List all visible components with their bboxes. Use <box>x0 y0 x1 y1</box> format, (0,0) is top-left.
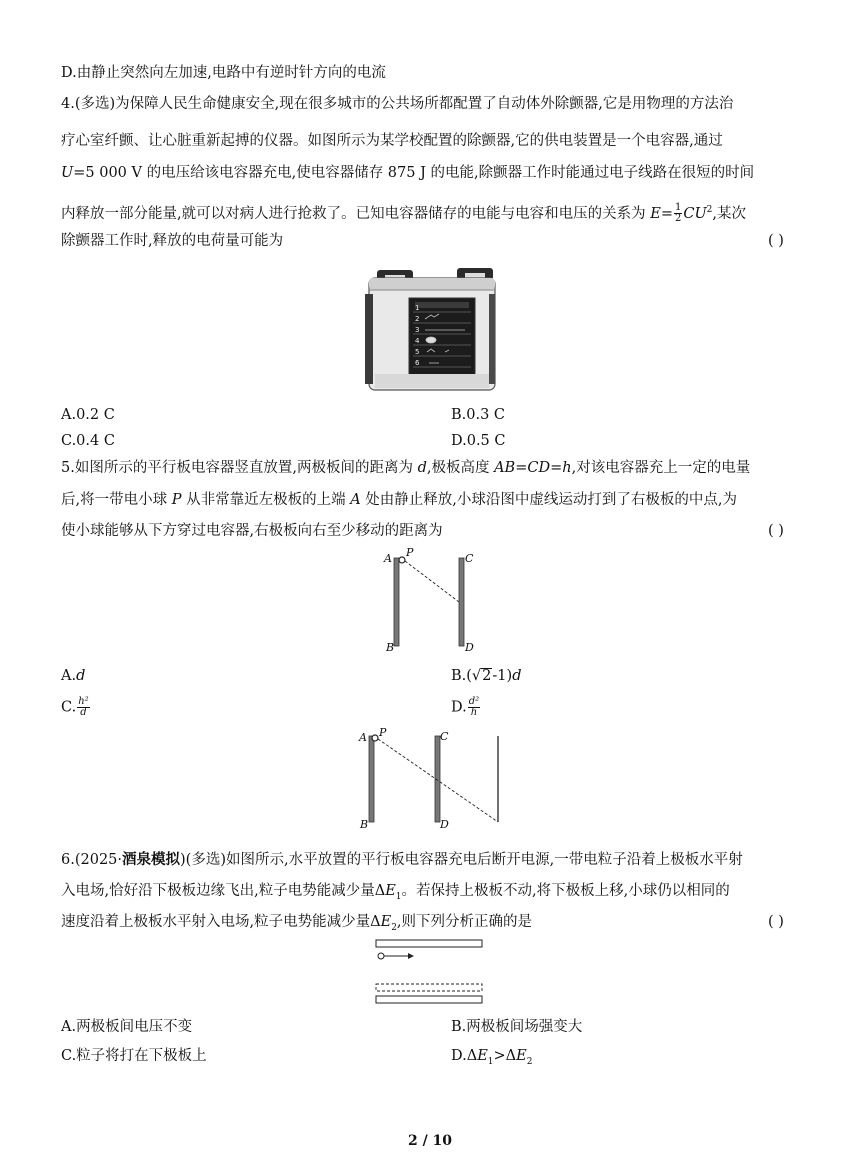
q5-opt-d-num: d² <box>468 696 480 707</box>
q5-answer-bracket: ( ) <box>768 523 784 539</box>
q5-option-b[interactable] <box>451 666 522 686</box>
q5-line-2-a: 后,将一带电小球 <box>61 492 172 508</box>
row-label-3: 3 <box>415 326 420 334</box>
q5-option-a[interactable] <box>61 666 85 686</box>
sub-2: 2 <box>391 922 397 933</box>
row-label-6: 6 <box>415 359 420 367</box>
q6-line-2 <box>61 881 730 907</box>
q6-line-3-b: ,则下列分析正确的是 <box>396 914 533 930</box>
q6-opt-d-s2: 2 <box>526 1056 533 1067</box>
label-a-2: A <box>359 731 367 744</box>
q5-option-d[interactable] <box>451 697 481 718</box>
q5-opt-a-var: d <box>76 668 86 684</box>
q6-line-1-a: 6.(2025· <box>61 852 123 868</box>
q5-line-2 <box>61 490 737 510</box>
var-e2: E <box>380 914 392 930</box>
label-d: D <box>465 641 474 654</box>
formula-exp: 2 <box>706 205 713 215</box>
fraction-num: 1 <box>674 202 682 214</box>
capacitor-figure-1 <box>375 548 485 656</box>
var-ab: AB <box>494 460 516 476</box>
var-p: P <box>171 492 182 508</box>
q6-opt-d-s1: 1 <box>487 1056 494 1067</box>
horizontal-capacitor-figure <box>372 936 488 1008</box>
q5-opt-c-fraction <box>77 697 89 718</box>
q6-option-a[interactable]: A.两极板间电压不变 <box>61 1019 193 1035</box>
label-b: B <box>386 641 395 654</box>
row-label-1: 1 <box>415 304 420 312</box>
q5-option-c[interactable] <box>61 697 91 718</box>
var-cd: CD <box>527 460 551 476</box>
q6-opt-d-e2: E <box>516 1048 527 1064</box>
page-number: 2 / 10 <box>407 1133 453 1149</box>
label-p-2: P <box>379 728 387 739</box>
q5-opt-c-den: d <box>80 707 87 718</box>
q4-option-a[interactable]: A.0.2 C <box>61 407 115 423</box>
var-h: h <box>562 460 572 476</box>
q6-line-1 <box>61 850 743 870</box>
q6-line-3 <box>61 912 532 938</box>
q5-line-1-c: ,对该电容器充上一定的电量 <box>571 460 751 476</box>
q4-option-c[interactable]: C.0.4 C <box>61 433 115 449</box>
capacitor-figure-2 <box>355 728 515 832</box>
row-label-2: 2 <box>415 315 420 323</box>
row-label-4: 4 <box>415 337 420 345</box>
q4-line-3-text: =5 000 V 的电压给该电容器充电,使电容器储存 875 J 的电能,除颤器工作时能通过电子线路在很短的时间 <box>73 165 755 181</box>
eq1: = <box>515 460 528 476</box>
label-c: C <box>465 552 474 565</box>
var-u: U <box>61 165 74 181</box>
formula-eq: = <box>660 205 673 222</box>
q6-option-c[interactable]: C.粒子将打在下极板上 <box>61 1048 207 1064</box>
q6-opt-d-gt: >Δ <box>493 1048 517 1064</box>
q5-opt-c-prefix: C. <box>61 699 77 716</box>
q4-option-b[interactable]: B.0.3 C <box>451 407 506 423</box>
q4-line-4-text: 内释放一部分能量,就可以对病人进行抢救了。已知电容器储存的电能与电容和电压的关系为 <box>61 205 651 222</box>
q6-option-b[interactable]: B.两极板间场强变大 <box>451 1019 583 1035</box>
formula-e: E <box>650 205 661 222</box>
q5-opt-b-prefix: B.( <box>451 668 472 684</box>
q3-option-d: D.由静止突然向左加速,电路中有逆时针方向的电流 <box>61 65 386 81</box>
q5-line-3: 使小球能够从下方穿过电容器,右极板向右至少移动的距离为 <box>61 523 443 539</box>
q5-opt-a-prefix: A. <box>61 668 77 684</box>
q6-line-1-b: )(多选)如图所示,水平放置的平行板电容器充电后断开电源,一带电粒子沿着上极板水平射 <box>180 852 743 868</box>
label-c-2: C <box>440 730 449 743</box>
var-d: d <box>417 460 427 476</box>
q5-opt-b-var: d <box>512 668 522 684</box>
label-a: A <box>384 552 392 565</box>
q4-line-4-end: ,某次 <box>712 205 747 222</box>
q6-source: 酒泉模拟 <box>122 851 181 868</box>
fraction-den: 2 <box>674 213 682 225</box>
label-p: P <box>406 548 414 559</box>
q4-answer-bracket: ( ) <box>768 233 784 249</box>
q6-answer-bracket: ( ) <box>768 914 784 930</box>
q5-opt-b-mid: -1) <box>492 668 513 684</box>
q6-line-2-b: 。若保持上极板不动,将下极板上移,小球仍以相同的 <box>401 883 730 899</box>
q5-opt-d-fraction <box>468 697 480 718</box>
q5-line-2-c: 处由静止释放,小球沿图中虚线运动打到了右极板的中点,为 <box>360 492 738 508</box>
sqrt-radicand: 2 <box>482 668 492 684</box>
defibrillator-image <box>365 264 497 396</box>
q6-option-d[interactable] <box>451 1046 532 1072</box>
q4-line-5: 除颤器工作时,释放的电荷量可能为 <box>61 233 284 249</box>
q4-line-4 <box>61 200 746 224</box>
q5-line-1-b: ,极板高度 <box>426 460 495 476</box>
q4-line-2: 疗心室纤颤、让心脏重新起搏的仪器。如图所示为某学校配置的除颤器,它的供电装置是一个电容器,通过 <box>61 133 723 149</box>
q4-line-1: 4.(多选)为保障人民生命健康安全,现在很多城市的公共场所都配置了自动体外除颤器,它是用物理的方法治 <box>61 96 734 112</box>
q6-line-3-a: 速度沿着上极板水平射入电场,粒子电势能减少量Δ <box>61 914 381 930</box>
q5-opt-c-num: h² <box>78 696 89 707</box>
sqrt-symbol: √ <box>471 668 482 684</box>
q5-opt-d-den: h <box>470 707 478 718</box>
q5-line-2-b: 从非常靠近左极板的上端 <box>181 492 351 508</box>
var-a: A <box>350 492 361 508</box>
label-d-2: D <box>440 818 449 831</box>
q4-line-3 <box>61 163 754 183</box>
q5-opt-d-prefix: D. <box>451 699 467 716</box>
eq2: = <box>550 460 563 476</box>
q4-option-d[interactable]: D.0.5 C <box>451 433 506 449</box>
q5-line-1 <box>61 458 750 478</box>
q5-line-1-a: 5.如图所示的平行板电容器竖直放置,两极板间的距离为 <box>61 460 418 476</box>
formula-cu: CU <box>683 205 707 222</box>
formula-fraction <box>674 203 682 224</box>
row-label-5: 5 <box>415 348 420 356</box>
label-b-2: B <box>360 818 369 831</box>
q6-line-2-a: 入电场,恰好沿下极板边缘飞出,粒子电势能减少量Δ <box>61 883 386 899</box>
var-e1: E <box>385 883 396 899</box>
sub-1: 1 <box>395 891 402 902</box>
q6-opt-d-a: D.Δ <box>451 1048 478 1064</box>
q6-opt-d-e1: E <box>477 1048 488 1064</box>
